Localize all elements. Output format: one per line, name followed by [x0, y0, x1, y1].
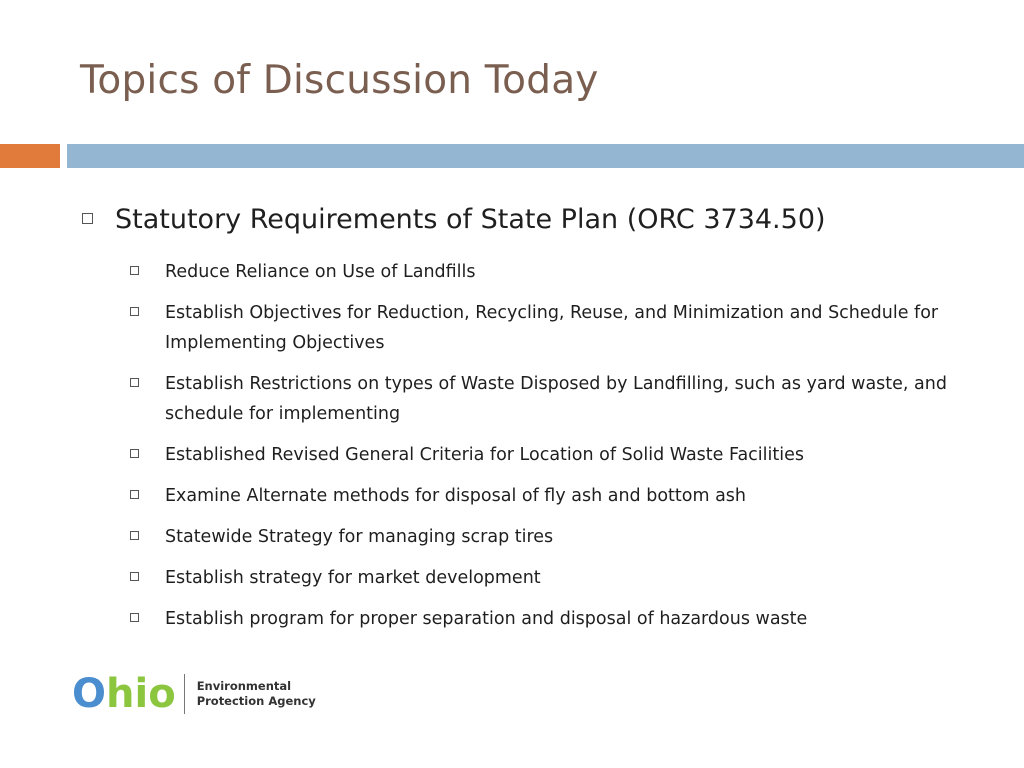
square-bullet-icon: [130, 266, 139, 275]
square-bullet-icon: [82, 213, 93, 224]
sub-bullet: [130, 369, 990, 429]
accent-bar-orange: [0, 144, 60, 168]
square-bullet-icon: [130, 378, 139, 387]
logo-line-2: Protection Agency: [196, 694, 316, 708]
sub-bullet-text: Establish program for proper separation and disposal of hazardous waste: [165, 609, 808, 629]
sub-bullet-text: Establish strategy for market development: [165, 568, 541, 588]
logo-divider: [184, 674, 185, 714]
sub-bullet: [130, 257, 990, 287]
sub-bullet-text: Established Revised General Criteria for Location of Solid Waste Facilities: [165, 445, 804, 465]
logo-hio-letters: hio: [106, 671, 176, 717]
logo-line-1: Environmental: [196, 679, 292, 693]
sub-bullet-text: Establish Restrictions on types of Waste Disposed by Landfilling, such as yard waste, and schedule for implementing: [165, 374, 947, 424]
sub-bullet-text: Establish Objectives for Reduction, Recycling, Reuse, and Minimization and Schedule for Implementing Objectives: [165, 303, 939, 353]
sub-bullet-text: Statewide Strategy for managing scrap tires: [165, 527, 554, 547]
sub-bullet: [130, 481, 990, 511]
logo-agency-name: [197, 679, 316, 709]
square-bullet-icon: [130, 613, 139, 622]
square-bullet-icon: [130, 572, 139, 581]
sub-bullet-list: [130, 257, 990, 645]
sub-bullet-text: Reduce Reliance on Use of Landfills: [165, 262, 476, 282]
sub-bullet-text: Examine Alternate methods for disposal of fly ash and bottom ash: [165, 486, 747, 506]
square-bullet-icon: [130, 449, 139, 458]
main-bullet: [82, 198, 982, 242]
main-bullet-text: Statutory Requirements of State Plan (ORC 3734.50): [115, 204, 826, 235]
square-bullet-icon: [130, 531, 139, 540]
logo-wordmark: [72, 672, 176, 716]
sub-bullet: [130, 440, 990, 470]
square-bullet-icon: [130, 307, 139, 316]
square-bullet-icon: [130, 490, 139, 499]
sub-bullet: [130, 298, 990, 358]
sub-bullet: [130, 563, 990, 593]
slide-title: Topics of Discussion Today: [80, 58, 599, 103]
sub-bullet: [130, 604, 990, 634]
sub-bullet: [130, 522, 990, 552]
ohio-epa-logo: [72, 672, 316, 716]
accent-bar-blue: [67, 144, 1024, 168]
logo-o-letter: O: [72, 671, 107, 717]
